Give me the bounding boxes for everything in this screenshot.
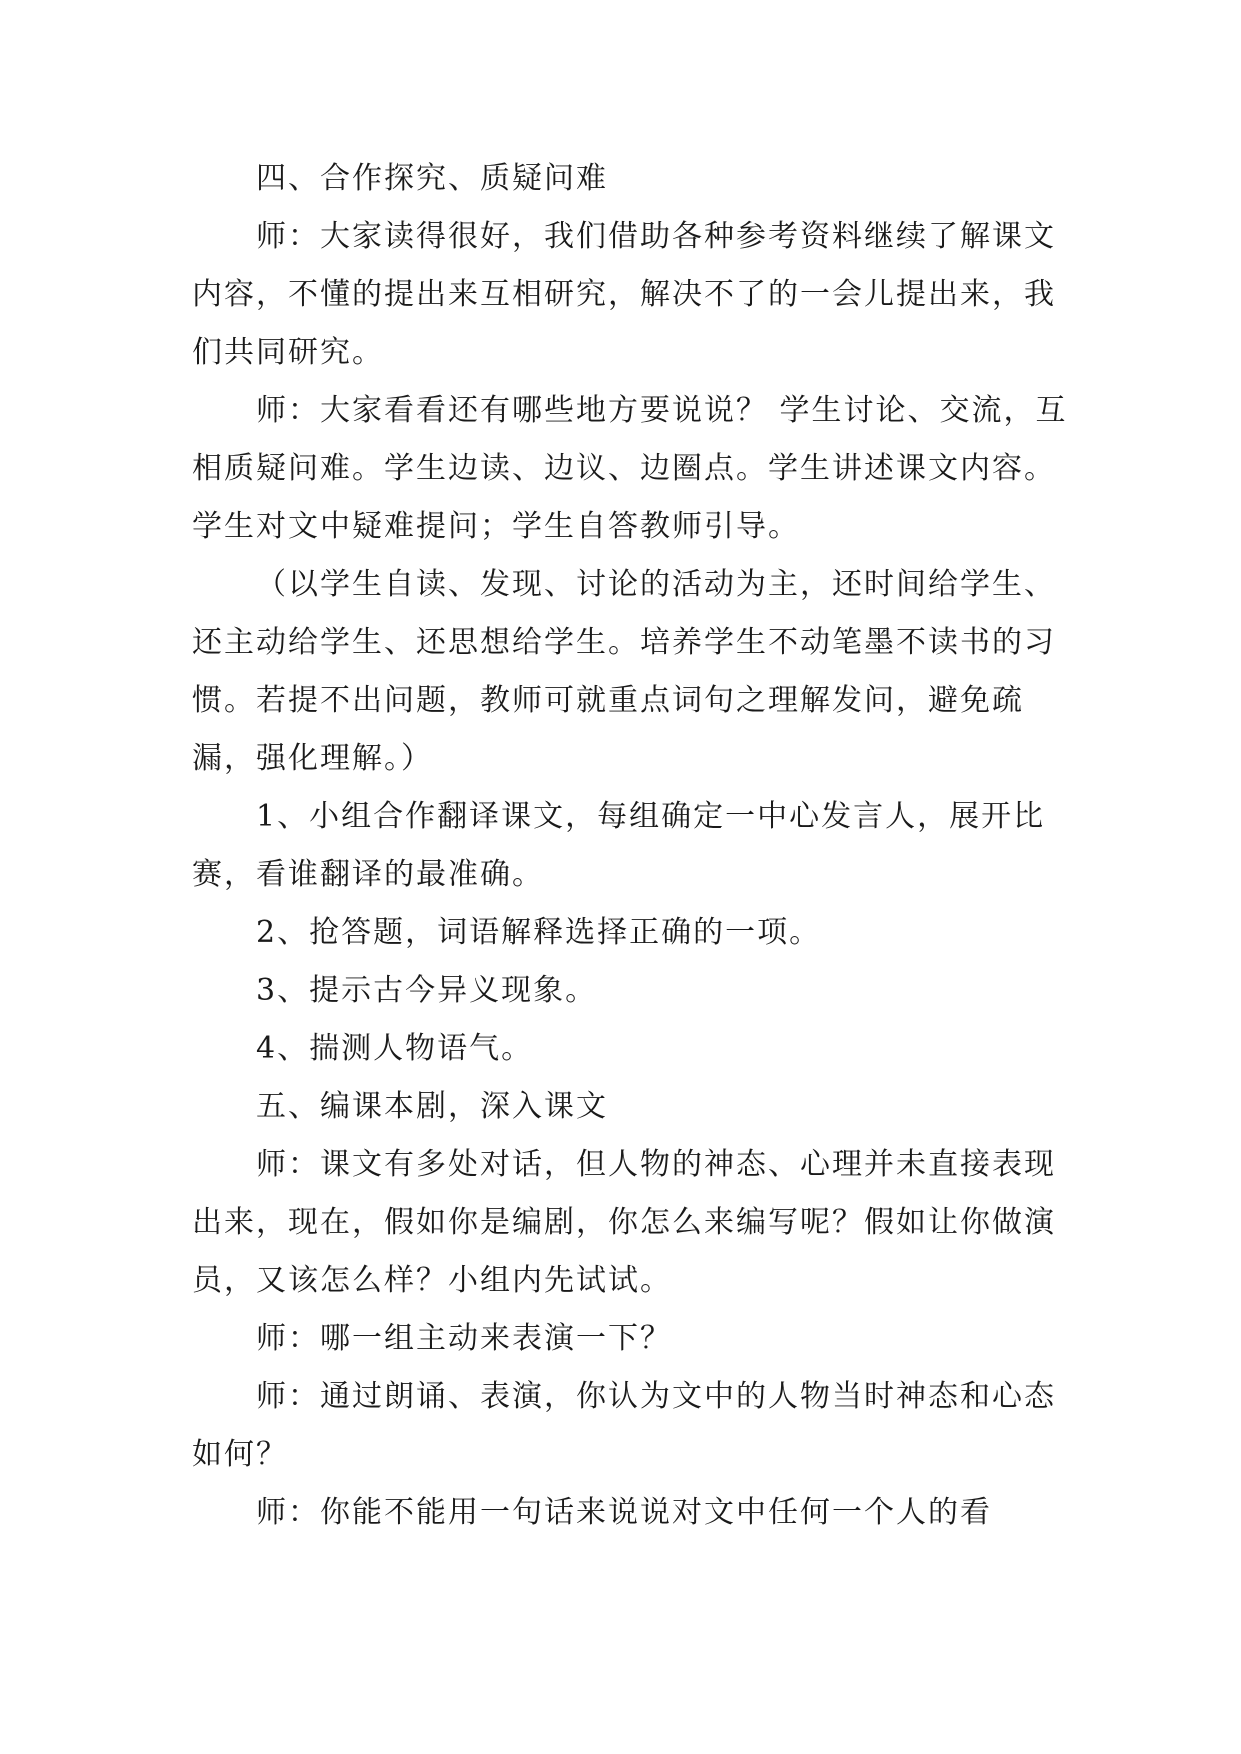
paragraph: 师：大家看看还有哪些地方要说说？ 学生讨论、交流，互相质疑问难。学生边读、边议、边圈点。学生讲述课文内容。学生对文中疑难提问；学生自答教师引导。 — [192, 393, 1068, 544]
list-item: 2、抢答题，词语解释选择正确的一项。 — [256, 915, 822, 950]
paragraph: （以学生自读、发现、讨论的活动为主，还时间给学生、还主动给学生、还思想给学生。培养学生不动笔墨不读书的习惯。若提不出问题，教师可就重点词句之理解发问，避免疏漏，强化理解。） — [192, 567, 1056, 776]
list-item: 4、揣测人物语气。 — [256, 1031, 534, 1066]
list-item: 3、提示古今异义现象。 — [256, 973, 598, 1008]
paragraph: 师：通过朗诵、表演，你认为文中的人物当时神态和心态如何？ — [192, 1379, 1056, 1472]
paragraph: 师：哪一组主动来表演一下？ — [256, 1321, 672, 1356]
paragraph: 师：大家读得很好，我们借助各种参考资料继续了解课文内容，不懂的提出来互相研究，解决不了的一会儿提出来，我们共同研究。 — [192, 219, 1056, 370]
section-heading-five: 五、编课本剧，深入课文 — [256, 1089, 608, 1124]
paragraph: 师：你能不能用一句话来说说对文中任何一个人的看 — [256, 1495, 992, 1530]
paragraph: 师：课文有多处对话，但人物的神态、心理并未直接表现出来，现在，假如你是编剧，你怎么来编写呢？假如让你做演员，又该怎么样？小组内先试试。 — [192, 1147, 1056, 1298]
list-item: 1、小组合作翻译课文，每组确定一中心发言人，展开比赛，看谁翻译的最准确。 — [192, 799, 1046, 892]
section-heading-four: 四、合作探究、质疑问难 — [256, 161, 608, 196]
